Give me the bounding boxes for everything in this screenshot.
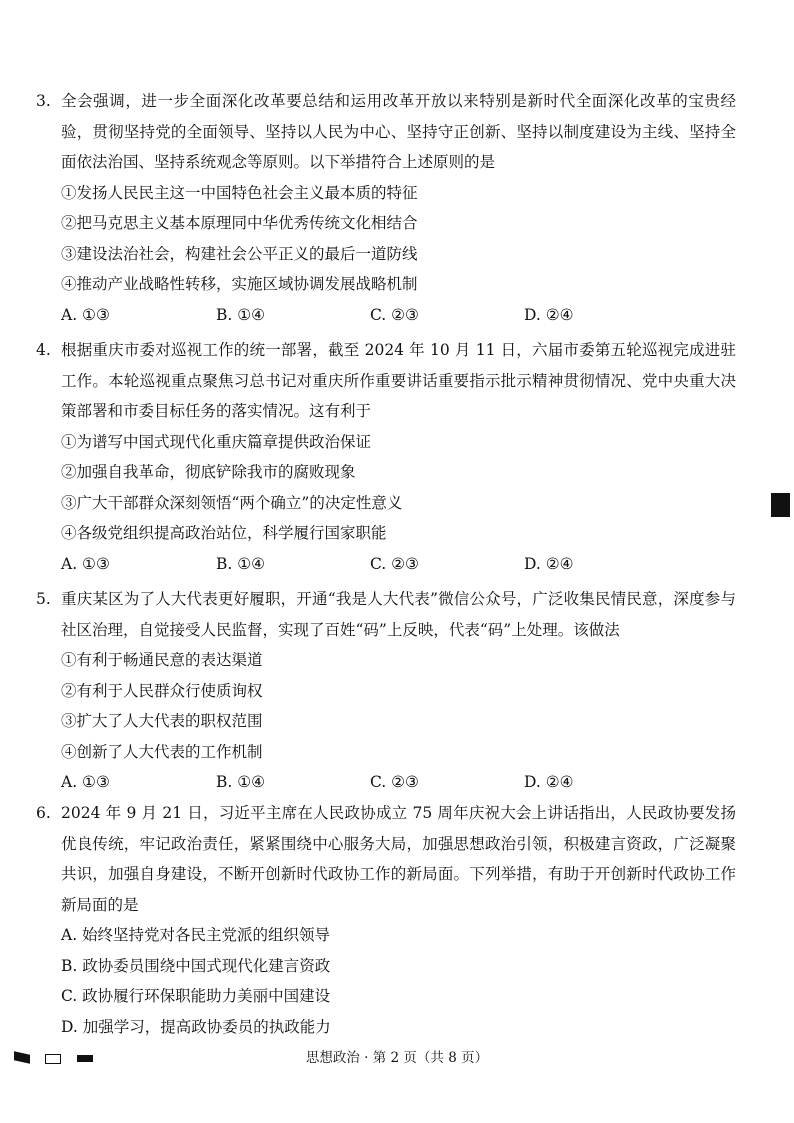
statement-2: ②加强自我革命，彻底铲除我市的腐败现象: [61, 463, 356, 481]
choice-d: D. ②④: [524, 554, 574, 573]
choice-b: B. ①④: [216, 305, 266, 324]
scan-mark-right: [771, 493, 790, 517]
choice-c: C. ②③: [370, 554, 419, 573]
statement-4: ④推动产业战略性转移，实施区域协调发展战略机制: [61, 275, 418, 293]
statement-3: ③建设法治社会，构建社会公平正义的最后一道防线: [61, 244, 418, 263]
option-c: C. 政协履行环保职能助力美丽中国建设: [61, 987, 331, 1005]
statement-1: ①为谱写中国式现代化重庆篇章提供政治保证: [61, 432, 372, 451]
question-number: 4.: [36, 341, 51, 359]
statement-2: ②把马克思主义基本原理同中华优秀传统文化相结合: [61, 214, 418, 232]
question-text: 重庆某区为了人大代表更好履职，开通“我是人大代表”微信公众号，广泛收集民情民意，深度参与社区治理，自觉接受人民监督，实现了百姓“码”上反映，代表“码”上处理。该做法: [61, 590, 736, 639]
question-number: 5.: [36, 590, 51, 608]
question-5: [36, 584, 736, 798]
question-text: 全会强调，进一步全面深化改革要总结和运用改革开放以来特别是新时代全面深化改革的宝贵经验，贯彻坚持党的全面领导、坚持以人民为中心、坚持守正创新、坚持以制度建设为主线、坚持全面依法治国、坚持系统观念等原则。以下举措符合上述原则的是: [61, 92, 736, 171]
statement-4: ④各级党组织提高政治站位，科学履行国家职能: [61, 524, 387, 542]
statement-3: ③扩大了人大代表的职权范围: [61, 712, 263, 730]
statement-1: ①有利于畅通民意的表达渠道: [61, 651, 263, 669]
page-footer: 思想政治 · 第 2 页（共 8 页）: [305, 1050, 489, 1066]
option-b: B. 政协委员围绕中国式现代化建言资政: [61, 956, 331, 975]
choice-d: D. ②④: [524, 305, 574, 324]
statement-4: ④创新了人大代表的工作机制: [61, 742, 263, 761]
answer-choices: [36, 300, 736, 331]
choice-a: A. ①③: [61, 554, 110, 573]
choice-c: C. ②③: [370, 305, 419, 324]
answer-choices: [36, 767, 736, 798]
scan-mark-bottom-box: [45, 1054, 61, 1064]
question-3: [36, 86, 736, 330]
question-stem: [36, 86, 736, 178]
choice-a: A. ①③: [61, 305, 110, 324]
choice-d: D. ②④: [524, 773, 574, 791]
choice-b: B. ①④: [216, 773, 266, 791]
question-stem: [36, 335, 736, 427]
question-number: 3.: [36, 92, 51, 110]
choice-c: C. ②③: [370, 773, 419, 791]
option-a: A. 始终坚持党对各民主党派的组织领导: [61, 926, 331, 944]
answer-choices: [36, 549, 736, 580]
question-number: 6.: [36, 804, 51, 822]
question-text: 根据重庆市委对巡视工作的统一部署，截至 2024 年 10 月 11 日，六届市委第五轮巡视完成进驻工作。本轮巡视重点聚焦习总书记对重庆所作重要讲话重要指示批示精神贯彻情况、党中央重大决策部署和市委目标任务的落实情况。这有利于: [61, 341, 736, 420]
question-6: [36, 798, 736, 1042]
question-stem: [36, 584, 736, 645]
question-text: 2024 年 9 月 21 日，习近平主席在人民政协成立 75 周年庆祝大会上讲话指出，人民政协要发扬优良传统，牢记政治责任，紧紧围绕中心服务大局，加强思想政治引领，积极建言资政，广泛凝聚共识，加强自身建设，不断开创新时代政协工作的新局面。下列举措，有助于开创新时代政协工作新局面的是: [61, 804, 736, 914]
question-stem: [36, 798, 736, 920]
statement-1: ①发扬人民民主这一中国特色社会主义最本质的特征: [61, 183, 418, 202]
statement-3: ③广大干部群众深刻领悟“两个确立”的决定性意义: [61, 493, 403, 512]
statement-2: ②有利于人民群众行使质询权: [61, 681, 263, 700]
scan-mark-bottom-bar: [77, 1055, 93, 1062]
question-4: [36, 335, 736, 579]
choice-a: A. ①③: [61, 773, 110, 791]
option-d: D. 加强学习，提高政协委员的执政能力: [61, 1017, 331, 1036]
choice-b: B. ①④: [216, 554, 266, 573]
